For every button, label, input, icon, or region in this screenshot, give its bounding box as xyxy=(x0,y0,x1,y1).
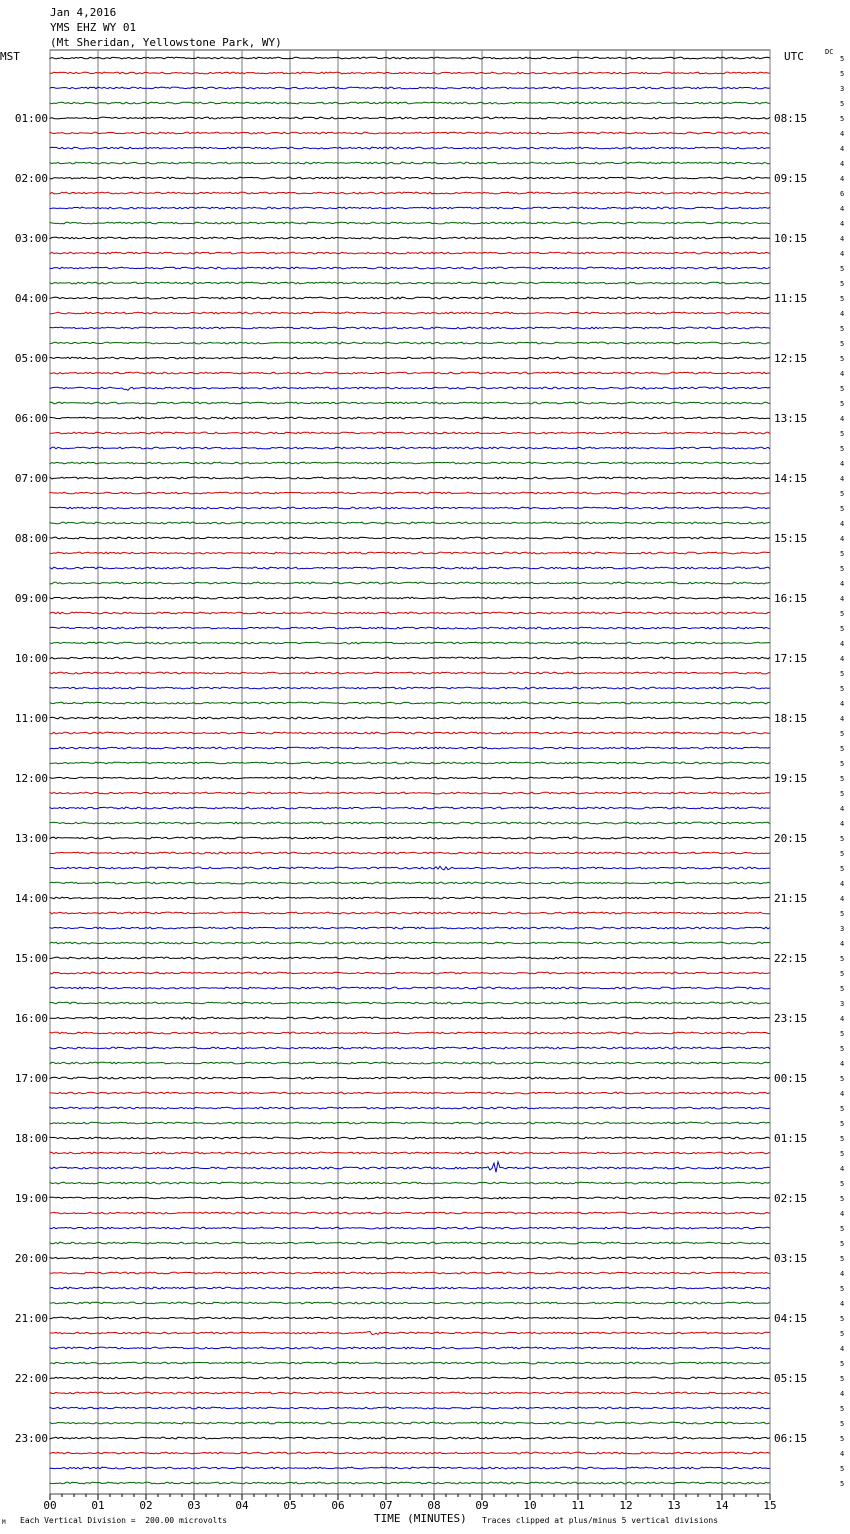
mst-hour-label: 22:00 xyxy=(14,1372,48,1385)
trace-value-label: 4 xyxy=(840,1450,845,1458)
seismic-trace xyxy=(50,1437,770,1439)
seismic-trace xyxy=(50,1227,770,1229)
trace-value-label: 4 xyxy=(840,205,845,213)
seismic-trace xyxy=(50,732,770,734)
seismic-trace xyxy=(50,552,770,554)
mst-hour-label: 11:00 xyxy=(14,712,48,725)
utc-hour-label: 15:15 xyxy=(774,532,808,545)
seismic-trace xyxy=(50,237,770,239)
seismic-trace xyxy=(50,717,770,719)
seismic-trace xyxy=(50,57,770,59)
seismic-trace xyxy=(50,507,770,509)
seismic-trace xyxy=(50,927,770,929)
trace-value-label: 5 xyxy=(840,1180,845,1188)
trace-value-label: 5 xyxy=(840,790,845,798)
trace-value-label: 4 xyxy=(840,145,845,153)
seismic-trace xyxy=(50,327,770,329)
seismic-trace xyxy=(50,162,770,164)
seismic-trace xyxy=(50,642,770,644)
seismic-trace xyxy=(50,1257,770,1259)
x-tick-label: 04 xyxy=(235,1499,249,1512)
seismic-trace xyxy=(50,207,770,209)
seismic-trace xyxy=(50,762,770,764)
trace-value-label: 5 xyxy=(840,775,845,783)
trace-value-label: 4 xyxy=(840,940,845,948)
label-group xyxy=(15,55,844,1512)
seismic-trace xyxy=(50,672,770,674)
mst-hour-label: 06:00 xyxy=(14,412,48,425)
trace-value-label: 5 xyxy=(840,295,845,303)
seismic-trace xyxy=(50,72,770,74)
mst-hour-label: 10:00 xyxy=(14,652,48,665)
mst-hour-label: 16:00 xyxy=(14,1012,48,1025)
footer-mark: M xyxy=(2,1519,6,1526)
trace-value-label: 4 xyxy=(840,1165,845,1173)
seismic-trace xyxy=(50,687,770,689)
seismic-trace xyxy=(50,1107,770,1109)
trace-value-label: 5 xyxy=(840,835,845,843)
seismic-trace xyxy=(50,1122,770,1124)
trace-value-label: 5 xyxy=(840,1150,845,1158)
seismic-trace xyxy=(50,477,770,479)
seismic-trace xyxy=(50,1047,770,1049)
seismic-trace xyxy=(50,192,770,194)
utc-hour-label: 18:15 xyxy=(774,712,808,725)
trace-group xyxy=(50,57,770,1484)
seismic-trace xyxy=(50,312,770,314)
trace-value-label: 5 xyxy=(840,745,845,753)
mst-hour-label: 13:00 xyxy=(14,832,48,845)
seismic-trace xyxy=(50,1347,770,1349)
seismic-trace xyxy=(50,1197,770,1199)
seismic-trace xyxy=(50,807,770,809)
trace-value-label: 5 xyxy=(840,550,845,558)
trace-value-label: 4 xyxy=(840,1345,845,1353)
x-tick-label: 05 xyxy=(283,1499,297,1512)
seismic-trace xyxy=(50,882,770,884)
trace-value-label: 4 xyxy=(840,1390,845,1398)
utc-hour-label: 11:15 xyxy=(774,292,808,305)
seismic-trace xyxy=(50,1162,770,1173)
trace-value-label: 5 xyxy=(840,1315,845,1323)
trace-value-label: 5 xyxy=(840,565,845,573)
seismic-trace xyxy=(50,987,770,989)
seismic-trace xyxy=(50,1062,770,1064)
trace-value-label: 5 xyxy=(840,850,845,858)
trace-value-label: 4 xyxy=(840,415,845,423)
trace-value-label: 4 xyxy=(840,235,845,243)
seismic-trace xyxy=(50,567,770,569)
trace-value-label: 5 xyxy=(840,280,845,288)
mst-hour-label: 05:00 xyxy=(14,352,48,365)
trace-value-label: 4 xyxy=(840,475,845,483)
seismic-trace xyxy=(50,1182,770,1184)
seismic-trace xyxy=(50,972,770,974)
seismic-trace xyxy=(50,582,770,584)
seismic-trace xyxy=(50,1482,770,1484)
mst-hour-label: 15:00 xyxy=(14,952,48,965)
trace-value-label: 5 xyxy=(840,385,845,393)
x-axis-label: TIME (MINUTES) xyxy=(374,1512,467,1525)
x-tick-label: 10 xyxy=(523,1499,537,1512)
seismic-trace xyxy=(50,282,770,284)
trace-value-label: 5 xyxy=(840,115,845,123)
trace-value-label: 5 xyxy=(840,1030,845,1038)
trace-value-label: 4 xyxy=(840,1090,845,1098)
seismic-trace xyxy=(50,222,770,224)
seismic-trace xyxy=(50,1331,770,1334)
utc-hour-label: 06:15 xyxy=(774,1432,808,1445)
trace-value-label: 5 xyxy=(840,610,845,618)
trace-value-label: 4 xyxy=(840,250,845,258)
utc-hour-label: 08:15 xyxy=(774,112,808,125)
seismic-trace xyxy=(50,1287,770,1289)
trace-value-label: 5 xyxy=(840,1360,845,1368)
trace-value-label: 4 xyxy=(840,130,845,138)
mst-hour-label: 04:00 xyxy=(14,292,48,305)
seismic-trace xyxy=(50,432,770,434)
seismic-trace xyxy=(50,342,770,344)
x-tick-label: 11 xyxy=(571,1499,585,1512)
trace-value-label: 5 xyxy=(840,265,845,273)
seismic-trace xyxy=(50,1452,770,1454)
utc-hour-label: 10:15 xyxy=(774,232,808,245)
trace-value-label: 5 xyxy=(840,1330,845,1338)
trace-value-label: 4 xyxy=(840,880,845,888)
utc-hour-label: 14:15 xyxy=(774,472,808,485)
seismic-trace xyxy=(50,1317,770,1319)
trace-value-label: 5 xyxy=(840,730,845,738)
trace-value-label: 5 xyxy=(840,1120,845,1128)
seismic-trace xyxy=(50,1467,770,1469)
seismic-trace xyxy=(50,777,770,779)
trace-value-label: 4 xyxy=(840,1300,845,1308)
seismic-trace xyxy=(50,102,770,104)
utc-hour-label: 09:15 xyxy=(774,172,808,185)
mst-hour-label: 23:00 xyxy=(14,1432,48,1445)
seismic-trace xyxy=(50,177,770,179)
x-tick-label: 08 xyxy=(427,1499,441,1512)
left-axis-timezone: MST xyxy=(0,50,20,63)
trace-value-label: 5 xyxy=(840,430,845,438)
seismic-trace xyxy=(50,747,770,749)
utc-hour-label: 21:15 xyxy=(774,892,808,905)
x-tick-label: 12 xyxy=(619,1499,633,1512)
x-tick-label: 15 xyxy=(763,1499,777,1512)
trace-value-label: 4 xyxy=(840,1210,845,1218)
plot-date: Jan 4,2016 xyxy=(50,6,117,19)
trace-value-label: 5 xyxy=(840,1225,845,1233)
trace-value-label: 5 xyxy=(840,985,845,993)
seismic-trace xyxy=(50,522,770,524)
seismic-trace xyxy=(50,537,770,539)
plot-frame xyxy=(50,50,770,1494)
seismic-trace xyxy=(50,372,770,374)
seismic-trace xyxy=(50,267,770,269)
trace-value-label: 4 xyxy=(840,895,845,903)
trace-value-label: 6 xyxy=(840,190,845,198)
trace-value-label: 5 xyxy=(840,1375,845,1383)
utc-hour-label: 17:15 xyxy=(774,652,808,665)
seismic-trace xyxy=(50,912,770,914)
x-tick-label: 06 xyxy=(331,1499,345,1512)
mst-hour-label: 01:00 xyxy=(14,112,48,125)
x-tick-label: 00 xyxy=(43,1499,57,1512)
right-axis-timezone: UTC xyxy=(784,50,804,63)
seismic-trace xyxy=(50,792,770,794)
x-tick-label: 01 xyxy=(91,1499,105,1512)
seismic-trace xyxy=(50,612,770,614)
mst-hour-label: 20:00 xyxy=(14,1252,48,1265)
seismic-trace xyxy=(50,657,770,659)
trace-value-label: 5 xyxy=(840,445,845,453)
trace-value-label: 4 xyxy=(840,535,845,543)
mst-hour-label: 02:00 xyxy=(14,172,48,185)
trace-value-label: 3 xyxy=(840,85,845,93)
utc-hour-label: 12:15 xyxy=(774,352,808,365)
trace-value-label: 4 xyxy=(840,370,845,378)
trace-value-label: 5 xyxy=(840,1135,845,1143)
trace-value-label: 5 xyxy=(840,955,845,963)
mst-hour-label: 07:00 xyxy=(14,472,48,485)
seismic-trace xyxy=(50,462,770,464)
seismic-trace xyxy=(50,357,770,359)
seismic-trace xyxy=(50,387,770,390)
trace-value-label: 3 xyxy=(840,1000,845,1008)
utc-hour-label: 22:15 xyxy=(774,952,808,965)
mst-hour-label: 17:00 xyxy=(14,1072,48,1085)
x-tick-label: 03 xyxy=(187,1499,201,1512)
seismic-trace xyxy=(50,1392,770,1394)
seismic-trace xyxy=(50,837,770,839)
seismic-trace xyxy=(50,87,770,89)
x-tick-label: 14 xyxy=(715,1499,729,1512)
utc-hour-label: 05:15 xyxy=(774,1372,808,1385)
trace-value-label: 5 xyxy=(840,1435,845,1443)
seismic-trace xyxy=(50,852,770,854)
trace-value-label: 5 xyxy=(840,1255,845,1263)
seismic-trace xyxy=(50,1002,770,1004)
utc-hour-label: 13:15 xyxy=(774,412,808,425)
trace-value-label: 5 xyxy=(840,1075,845,1083)
trace-value-label: 5 xyxy=(840,325,845,333)
trace-value-label: 5 xyxy=(840,1465,845,1473)
trace-value-label: 4 xyxy=(840,520,845,528)
scale-note: Each Vertical Division = 200.00 microvolts xyxy=(20,1516,228,1525)
mst-hour-label: 12:00 xyxy=(14,772,48,785)
trace-value-label: 5 xyxy=(840,760,845,768)
seismic-trace xyxy=(50,822,770,824)
trace-value-label: 5 xyxy=(840,1045,845,1053)
utc-hour-label: 03:15 xyxy=(774,1252,808,1265)
mst-hour-label: 18:00 xyxy=(14,1132,48,1145)
seismic-trace xyxy=(50,252,770,254)
trace-value-label: 5 xyxy=(840,70,845,78)
seismic-trace xyxy=(50,447,770,449)
trace-value-label: 4 xyxy=(840,655,845,663)
clip-note: Traces clipped at plus/minus 5 vertical divisions xyxy=(482,1516,719,1525)
dc-label: DC xyxy=(825,48,834,56)
trace-value-label: 4 xyxy=(840,640,845,648)
mst-hour-label: 21:00 xyxy=(14,1312,48,1325)
seismic-trace xyxy=(50,297,770,299)
seismic-trace xyxy=(50,597,770,599)
trace-value-label: 5 xyxy=(840,505,845,513)
utc-hour-label: 16:15 xyxy=(774,592,808,605)
trace-value-label: 4 xyxy=(840,220,845,228)
trace-value-label: 5 xyxy=(840,1420,845,1428)
trace-value-label: 4 xyxy=(840,715,845,723)
x-tick-label: 09 xyxy=(475,1499,489,1512)
trace-value-label: 4 xyxy=(840,580,845,588)
utc-hour-label: 00:15 xyxy=(774,1072,808,1085)
trace-value-label: 5 xyxy=(840,1285,845,1293)
seismic-trace xyxy=(50,492,770,494)
utc-hour-label: 19:15 xyxy=(774,772,808,785)
trace-value-label: 4 xyxy=(840,1015,845,1023)
trace-value-label: 5 xyxy=(840,400,845,408)
seismic-trace xyxy=(50,417,770,419)
trace-value-label: 5 xyxy=(840,55,845,63)
trace-value-label: 3 xyxy=(840,925,845,933)
trace-value-label: 5 xyxy=(840,670,845,678)
trace-value-label: 4 xyxy=(840,460,845,468)
trace-value-label: 5 xyxy=(840,1105,845,1113)
trace-value-label: 4 xyxy=(840,160,845,168)
seismic-trace xyxy=(50,1242,770,1244)
seismic-trace xyxy=(50,1407,770,1409)
seismic-trace xyxy=(50,957,770,959)
seismic-trace xyxy=(50,132,770,134)
mst-hour-label: 19:00 xyxy=(14,1192,48,1205)
seismic-trace xyxy=(50,117,770,119)
seismic-trace xyxy=(50,1422,770,1424)
trace-value-label: 5 xyxy=(840,685,845,693)
trace-value-label: 5 xyxy=(840,1480,845,1488)
trace-value-label: 4 xyxy=(840,1060,845,1068)
seismic-trace xyxy=(50,402,770,404)
seismic-trace xyxy=(50,866,770,870)
trace-value-label: 5 xyxy=(840,355,845,363)
utc-hour-label: 04:15 xyxy=(774,1312,808,1325)
seismic-trace xyxy=(50,1092,770,1094)
trace-value-label: 5 xyxy=(840,1240,845,1248)
trace-value-label: 5 xyxy=(840,490,845,498)
seismic-trace xyxy=(50,1302,770,1304)
seismic-trace xyxy=(50,1077,770,1079)
trace-value-label: 5 xyxy=(840,1405,845,1413)
seismic-trace xyxy=(50,1137,770,1139)
trace-value-label: 4 xyxy=(840,1270,845,1278)
utc-hour-label: 02:15 xyxy=(774,1192,808,1205)
trace-value-label: 5 xyxy=(840,970,845,978)
seismic-trace xyxy=(50,1272,770,1274)
seismic-trace xyxy=(50,147,770,149)
seismic-trace xyxy=(50,1377,770,1379)
trace-value-label: 5 xyxy=(840,340,845,348)
trace-value-label: 4 xyxy=(840,700,845,708)
seismic-trace xyxy=(50,1212,770,1214)
seismic-trace xyxy=(50,897,770,899)
utc-hour-label: 01:15 xyxy=(774,1132,808,1145)
seismic-trace xyxy=(50,1362,770,1364)
mst-hour-label: 14:00 xyxy=(14,892,48,905)
x-tick-label: 13 xyxy=(667,1499,681,1512)
trace-value-label: 5 xyxy=(840,1195,845,1203)
trace-value-label: 4 xyxy=(840,310,845,318)
trace-value-label: 5 xyxy=(840,910,845,918)
trace-value-label: 5 xyxy=(840,865,845,873)
mst-hour-label: 09:00 xyxy=(14,592,48,605)
seismic-trace xyxy=(50,1017,770,1019)
x-tick-label: 07 xyxy=(379,1499,393,1512)
trace-value-label: 4 xyxy=(840,595,845,603)
trace-value-label: 5 xyxy=(840,100,845,108)
seismic-trace xyxy=(50,1152,770,1154)
trace-value-label: 4 xyxy=(840,820,845,828)
station-location: (Mt Sheridan, Yellowstone Park, WY) xyxy=(50,36,282,49)
trace-value-label: 5 xyxy=(840,625,845,633)
x-tick-label: 02 xyxy=(139,1499,153,1512)
mst-hour-label: 08:00 xyxy=(14,532,48,545)
seismic-trace xyxy=(50,1032,770,1034)
chart-grid xyxy=(50,50,770,1500)
station-code: YMS EHZ WY 01 xyxy=(50,21,137,34)
seismic-trace xyxy=(50,702,770,704)
seismic-trace xyxy=(50,627,770,629)
utc-hour-label: 20:15 xyxy=(774,832,808,845)
seismic-trace xyxy=(50,942,770,944)
trace-value-label: 4 xyxy=(840,175,845,183)
trace-value-label: 4 xyxy=(840,805,845,813)
mst-hour-label: 03:00 xyxy=(14,232,48,245)
utc-hour-label: 23:15 xyxy=(774,1012,808,1025)
